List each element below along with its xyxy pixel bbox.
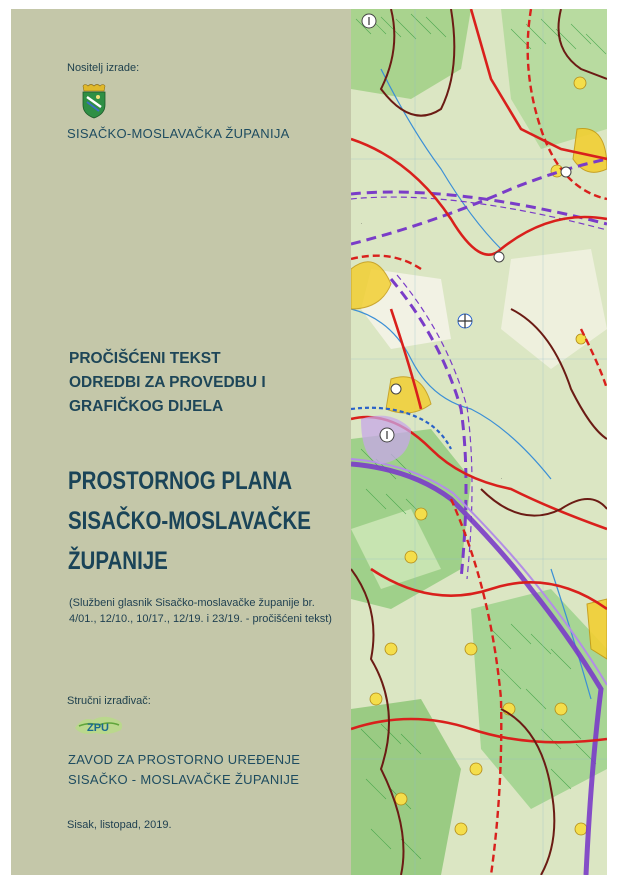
title-line-1: PROSTORNOG PLANA: [68, 467, 293, 495]
main-title: [68, 461, 364, 581]
subtitle-line-2: ODREDBI ZA PROVEDBU I: [69, 374, 266, 391]
subtitle-line-3: GRAFIČKOG DIJELA: [69, 398, 224, 415]
gazette-note: [69, 595, 332, 627]
carrier-label: Nositelj izrade:: [67, 62, 140, 74]
cover-page: [11, 9, 607, 875]
subtitle-block: [69, 347, 266, 419]
place-date: Sisak, listopad, 2019.: [67, 819, 172, 831]
title-line-3: ŽUPANIJE: [68, 547, 168, 575]
svg-text:.: .: [501, 475, 503, 481]
subtitle-line-1: PROČIŠĆENI TEKST: [69, 350, 221, 367]
svg-text:.: .: [361, 220, 363, 226]
zpu-logo: [69, 712, 127, 738]
county-name: SISAČKO-MOSLAVAČKA ŽUPANIJA: [67, 126, 290, 141]
maker-name-line-1: ZAVOD ZA PROSTORNO UREĐENJE: [68, 752, 301, 767]
zpu-logo-text: ZPU: [87, 722, 109, 734]
maker-name-line-2: SISAČKO - MOSLAVAČKE ŽUPANIJE: [68, 772, 300, 787]
map-excerpt: [351, 9, 607, 875]
spatial-plan-map: [351, 9, 607, 875]
maker-label: Stručni izrađivač:: [67, 695, 151, 707]
title-line-2: SISAČKO-MOSLAVAČKE: [68, 507, 311, 535]
cover-text-panel: [11, 9, 351, 875]
gazette-line-2: 4/01., 12/10., 10/17., 12/19. i 23/19. - pročišćeni tekst): [69, 613, 332, 625]
coat-of-arms-icon: [79, 83, 109, 119]
gazette-line-1: (Službeni glasnik Sisačko-moslavačke županije br.: [69, 597, 315, 609]
